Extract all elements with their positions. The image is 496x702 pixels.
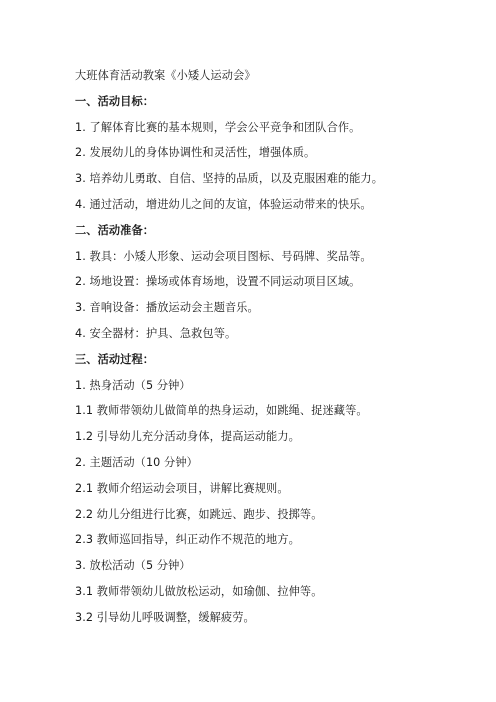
objective-item: 4. 通过活动，增进幼儿之间的友谊，体验运动带来的快乐。	[75, 197, 372, 211]
process-substep: 2.3 教师巡回指导，纠正动作不规范的地方。	[75, 533, 300, 547]
process-substep: 3.2 引导幼儿呼吸调整，缓解疲劳。	[75, 610, 255, 624]
preparation-item: 2. 场地设置：操场或体育场地，设置不同运动项目区域。	[75, 275, 361, 289]
preparation-item: 3. 音响设备：播放运动会主题音乐。	[75, 301, 259, 315]
preparation-item: 1. 教具：小矮人形象、运动会项目图标、号码牌、奖品等。	[75, 249, 372, 263]
process-substep: 3.1 教师带领幼儿做放松运动，如瑜伽、拉伸等。	[75, 584, 323, 598]
objective-item: 1. 了解体育比赛的基本规则，学会公平竞争和团队合作。	[75, 120, 361, 134]
process-substep: 2.1 教师介绍运动会项目，讲解比赛规则。	[75, 481, 289, 495]
process-step: 1. 热身活动（5 分钟）	[75, 378, 191, 392]
process-substep: 1.1 教师带领幼儿做简单的热身运动，如跳绳、捉迷藏等。	[75, 404, 368, 418]
document-title: 大班体育活动教案《小矮人运动会》	[75, 69, 256, 82]
section-heading-process: 三、活动过程：	[75, 352, 155, 366]
preparation-item: 4. 安全器材：护具、急救包等。	[75, 326, 237, 340]
section-heading-preparation: 二、活动准备：	[75, 223, 155, 237]
document-body	[75, 63, 485, 631]
process-substep: 1.2 引导幼儿充分活动身体，提高运动能力。	[75, 430, 300, 444]
process-step: 2. 主题活动（10 分钟）	[75, 455, 198, 469]
objective-item: 3. 培养幼儿勇敢、自信、坚持的品质，以及克服困难的能力。	[75, 172, 384, 186]
process-step: 3. 放松活动（5 分钟）	[75, 559, 191, 573]
process-substep: 2.2 幼儿分组进行比赛，如跳远、跑步、投掷等。	[75, 507, 323, 521]
section-heading-objectives: 一、活动目标：	[75, 94, 155, 108]
objective-item: 2. 发展幼儿的身体协调性和灵活性，增强体质。	[75, 146, 316, 160]
